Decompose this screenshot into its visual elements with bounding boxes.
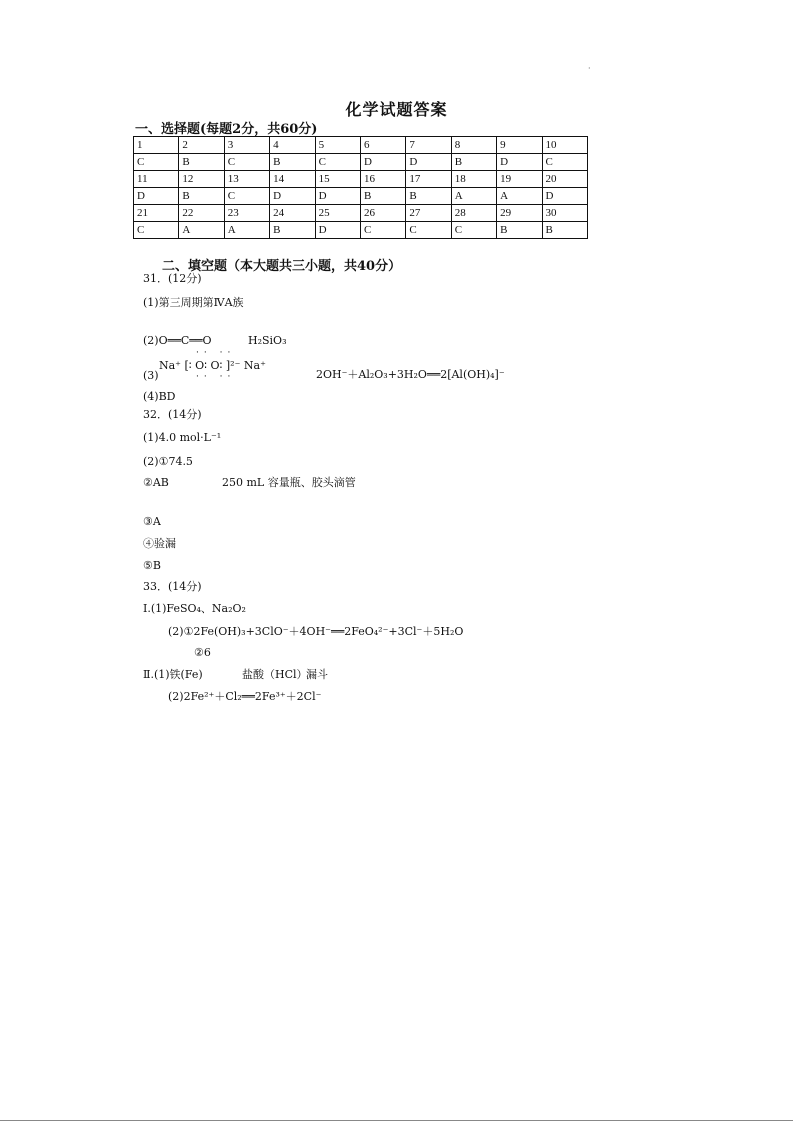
q31-part2: (2)O══C══O: [143, 334, 212, 347]
question-number-cell: 24: [270, 205, 315, 222]
question-number-cell: 6: [360, 137, 405, 154]
question-number-cell: 27: [406, 205, 451, 222]
question-number-cell: 28: [451, 205, 496, 222]
scan-speck: ·: [588, 64, 591, 73]
q32-label: 32．(14分): [143, 408, 202, 421]
q33-ii-part1: Ⅱ.(1)铁(Fe): [143, 668, 203, 681]
q31-part3-label: (3): [143, 369, 159, 382]
q32-part2b-tools: 250 mL 容量瓶、胶头滴管: [222, 476, 356, 489]
q33-i-part2: (2)①2Fe(OH)₃+3ClO⁻＋4OH⁻══2FeO₄²⁻+3Cl⁻＋5H₂O: [168, 625, 464, 638]
answer-cell: D: [542, 188, 587, 205]
answer-cell: D: [270, 188, 315, 205]
question-number-cell: 14: [270, 171, 315, 188]
q31-part2-acid: H₂SiO₃: [248, 334, 287, 347]
question-number-cell: 3: [224, 137, 269, 154]
answer-cell: A: [179, 222, 224, 239]
question-number-cell: 21: [134, 205, 179, 222]
question-number-row: [134, 171, 588, 188]
q33-i-part1: Ⅰ.(1)FeSO₄、Na₂O₂: [143, 602, 246, 615]
answer-cell: D: [134, 188, 179, 205]
question-number-cell: 23: [224, 205, 269, 222]
question-number-cell: 26: [360, 205, 405, 222]
q32-part2b: ②AB: [143, 476, 169, 489]
q31-part4: (4)BD: [143, 390, 176, 403]
question-number-row: [134, 137, 588, 154]
question-number-cell: 17: [406, 171, 451, 188]
question-number-row: [134, 205, 588, 222]
q33-i-part3: ②6: [194, 646, 211, 659]
answer-cell: A: [451, 188, 496, 205]
answer-cell: B: [270, 154, 315, 171]
question-number-cell: 22: [179, 205, 224, 222]
answer-row: [134, 188, 588, 205]
q32-part4: ④验漏: [143, 537, 176, 550]
question-number-cell: 9: [497, 137, 542, 154]
q32-part3: ③A: [143, 515, 161, 528]
answer-cell: B: [270, 222, 315, 239]
answer-cell: C: [224, 188, 269, 205]
question-number-cell: 10: [542, 137, 587, 154]
answer-cell: A: [497, 188, 542, 205]
question-number-cell: 25: [315, 205, 360, 222]
page-title: 化学试题答案: [345, 100, 448, 119]
scan-bottom-edge: [0, 1120, 793, 1121]
q31-part3-lewis: Na⁺ [∶ O∶ O∶ ]²⁻ Na⁺: [159, 359, 266, 372]
question-number-cell: 12: [179, 171, 224, 188]
question-number-cell: 11: [134, 171, 179, 188]
q32-part2: (2)①74.5: [143, 455, 193, 468]
question-number-cell: 19: [497, 171, 542, 188]
answer-cell: C: [224, 154, 269, 171]
answer-table: [133, 136, 588, 239]
answer-cell: B: [179, 154, 224, 171]
q33-ii-part2: (2)2Fe²⁺＋Cl₂══2Fe³⁺＋2Cl⁻: [168, 690, 322, 703]
q31-label: 31．(12分): [143, 272, 202, 285]
answer-cell: C: [542, 154, 587, 171]
answer-cell: C: [134, 222, 179, 239]
answer-cell: B: [451, 154, 496, 171]
question-number-cell: 4: [270, 137, 315, 154]
answer-cell: C: [451, 222, 496, 239]
answer-cell: D: [315, 188, 360, 205]
answer-cell: D: [497, 154, 542, 171]
answer-cell: B: [406, 188, 451, 205]
answer-cell: B: [542, 222, 587, 239]
question-number-cell: 29: [497, 205, 542, 222]
question-number-cell: 2: [179, 137, 224, 154]
answer-row: [134, 154, 588, 171]
section-2-heading: 二、填空题（本大题共三小题，共40分）: [162, 259, 402, 274]
question-number-cell: 15: [315, 171, 360, 188]
answer-cell: C: [406, 222, 451, 239]
question-number-cell: 20: [542, 171, 587, 188]
answer-cell: C: [134, 154, 179, 171]
q33-ii-part1-acid: 盐酸（HCl）: [242, 668, 308, 681]
answer-row: [134, 222, 588, 239]
lewis-dots-bottom: ·· ··: [196, 372, 236, 382]
q31-part3-equation: 2OH⁻＋Al₂O₃+3H₂O══2[Al(OH)₄]⁻: [316, 368, 505, 381]
question-number-cell: 8: [451, 137, 496, 154]
answer-cell: D: [406, 154, 451, 171]
question-number-cell: 16: [360, 171, 405, 188]
question-number-cell: 18: [451, 171, 496, 188]
question-number-cell: 1: [134, 137, 179, 154]
answer-cell: A: [224, 222, 269, 239]
q32-part5: ⑤B: [143, 559, 161, 572]
answer-cell: D: [315, 222, 360, 239]
q31-part1: (1)第三周期第ⅣA族: [143, 296, 244, 309]
question-number-cell: 30: [542, 205, 587, 222]
answer-cell: B: [360, 188, 405, 205]
q33-label: 33．(14分): [143, 580, 202, 593]
lewis-dots-top: ·· ··: [196, 348, 236, 358]
question-number-cell: 13: [224, 171, 269, 188]
answer-cell: B: [497, 222, 542, 239]
q32-part1: (1)4.0 mol·L⁻¹: [143, 431, 222, 444]
question-number-cell: 7: [406, 137, 451, 154]
answer-cell: C: [360, 222, 405, 239]
answer-cell: D: [360, 154, 405, 171]
section-1-heading: 一、选择题(每题2分，共60分): [135, 122, 318, 137]
answer-cell: C: [315, 154, 360, 171]
answer-cell: B: [179, 188, 224, 205]
q33-ii-part1-tool: 漏斗: [306, 668, 328, 681]
question-number-cell: 5: [315, 137, 360, 154]
